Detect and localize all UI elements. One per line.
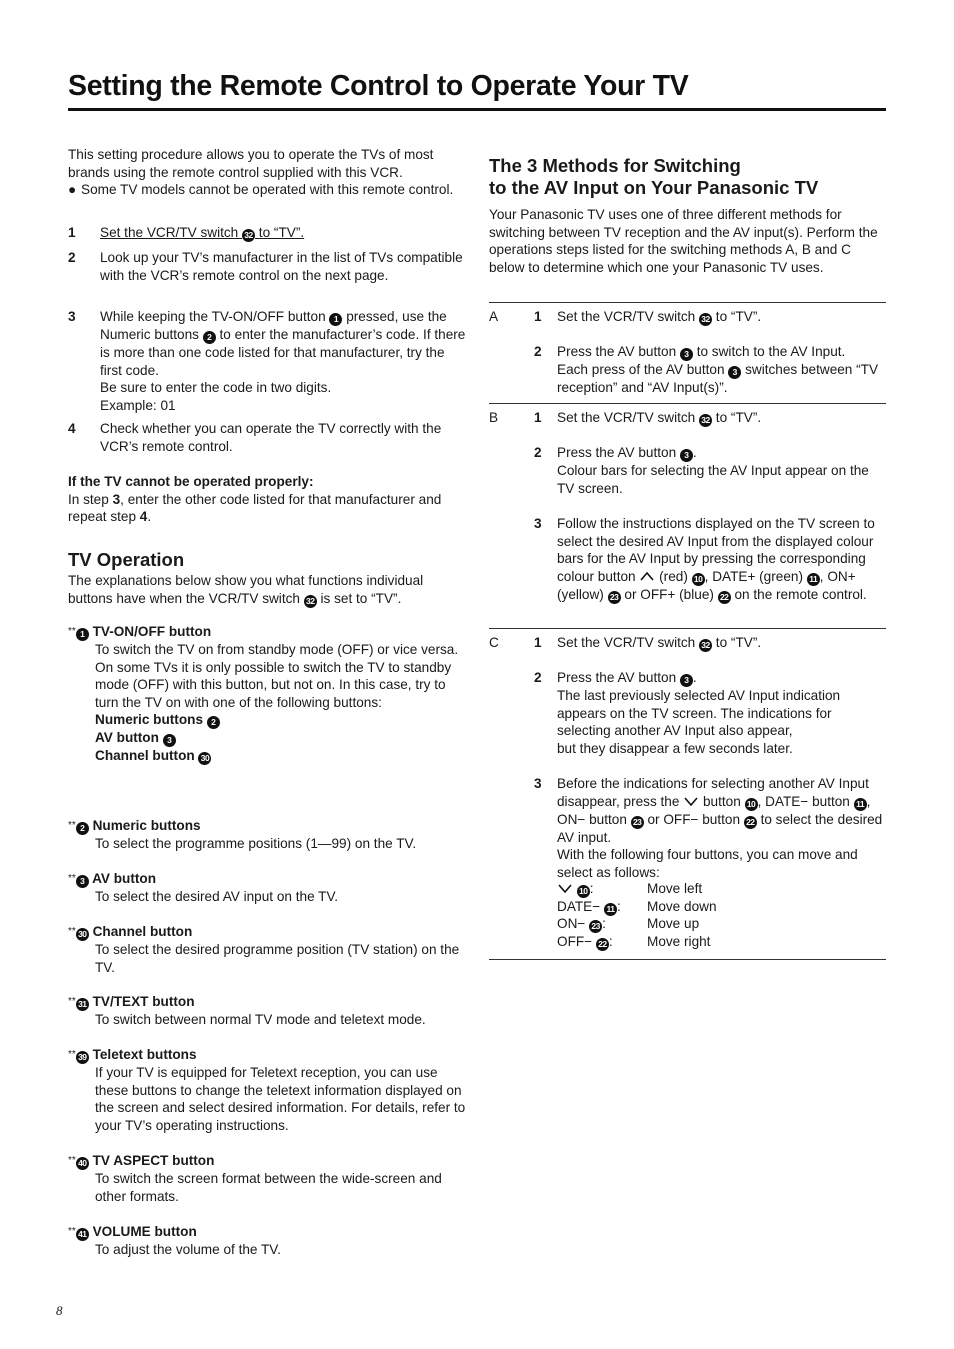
method-step-text (557, 409, 887, 427)
item-desc: To switch between normal TV mode and teletext mode. (95, 1012, 426, 1027)
intro-line2: brands using the remote control supplied with this VCR. (68, 164, 403, 180)
table-rule (489, 403, 886, 404)
vcr-tv-switch-icon: 32 (699, 639, 712, 652)
method-step-text (557, 775, 887, 881)
c-s3e: or OFF− button (643, 811, 744, 827)
av-button-icon: 3 (728, 366, 741, 379)
b-s2c: Colour bars for selecting the AV Input appear on the TV screen. (557, 463, 869, 496)
move-row: OFF− 22 : Move right (557, 933, 711, 949)
c-s2a: Press the AV button (557, 670, 680, 685)
chevron-down-icon (683, 796, 699, 806)
set-switch-b: to “TV”. (712, 309, 762, 324)
move-key: OFF− (557, 933, 593, 949)
b-s2b: . (692, 445, 697, 460)
item-name: TV ASPECT button (92, 1153, 215, 1168)
step-example: Example: 01 (100, 397, 176, 413)
set-switch-b: to “TV”. (712, 635, 762, 650)
move-row: 10 : Move left (557, 880, 887, 898)
asterisk-mark: ** (68, 1226, 76, 1237)
cannot-step-ref: 3 (112, 491, 121, 507)
off-button-icon: 22 (596, 938, 609, 951)
item-heading (68, 993, 468, 1011)
item-desc: To select the desired programme position (TV station) on the TV. (95, 942, 460, 975)
item-desc: To adjust the volume of the TV. (95, 1242, 281, 1257)
tv-on-off-icon: 1 (76, 628, 89, 641)
a-s2d: switches between “TV reception” and “AV Input(s)”. (557, 362, 879, 395)
table-rule (489, 302, 886, 303)
methods-heading (489, 155, 889, 199)
tv-aspect-button-icon: 40 (76, 1157, 89, 1170)
set-switch-a: Set the VCR/TV switch (557, 635, 700, 650)
b-s3-off: or OFF+ (blue) (620, 586, 718, 602)
bullet-icon: ● (68, 182, 77, 198)
c-s3b: button (699, 793, 745, 809)
numeric-buttons-icon: 2 (203, 331, 216, 344)
table-rule (489, 628, 886, 629)
move-action: Move right (647, 933, 711, 949)
item-heading (68, 1152, 468, 1170)
move-table (557, 880, 887, 950)
c-s3a: Before the indications for selecting another AV Input disappear, press the (557, 776, 869, 809)
item-name: VOLUME button (92, 1224, 197, 1239)
move-key: ON− (557, 916, 586, 932)
step-text-post: to “TV”. (255, 225, 305, 240)
method-step-number: 1 (534, 309, 542, 324)
move-action: Move left (647, 881, 703, 896)
step-3 (68, 308, 468, 413)
method-step-text (557, 669, 887, 757)
chevron-up-icon (639, 571, 655, 581)
title-rule (68, 108, 886, 111)
method-letter: B (489, 410, 499, 425)
volume-button-icon: 41 (76, 1228, 89, 1241)
vcr-tv-switch-icon: 32 (699, 414, 712, 427)
b-s3-date: , DATE+ (green) (704, 568, 807, 584)
method-step-number: 1 (534, 410, 542, 425)
left-button-icon: 10 (692, 573, 705, 586)
c-s2c: The last previously selected AV Input indication appears on the TV screen. The indications for selecting another AV Input also appear, (557, 688, 841, 739)
av-button-icon: 3 (680, 674, 693, 687)
page-number: 8 (56, 1303, 63, 1318)
sub-button (68, 711, 468, 729)
asterisk-mark: ** (68, 1049, 76, 1060)
method-step-text (557, 515, 887, 604)
method-step-number: 2 (534, 670, 542, 685)
item-name: Numeric buttons (92, 818, 201, 833)
c-s3f: to select the desired AV input. (557, 811, 883, 845)
b-s3-end: on the remote control. (730, 586, 867, 602)
page-title: Setting the Remote Control to Operate Your TV (68, 70, 689, 102)
b-s3-red: (red) (655, 568, 692, 584)
step-number: 2 (68, 250, 76, 265)
sub-button-label: Channel button (95, 748, 195, 764)
item-heading (68, 623, 468, 641)
set-switch-a: Set the VCR/TV switch (557, 309, 700, 324)
method-step-number: 1 (534, 635, 542, 650)
step-text-pre: Set the VCR/TV switch (100, 225, 243, 240)
cannot-operate-note (68, 473, 468, 526)
vcr-tv-switch-icon: 32 (242, 229, 255, 242)
b-s3-on: , ON+ (yellow) (557, 568, 856, 602)
item-desc: To switch the screen format between the wide-screen and other formats. (95, 1171, 442, 1204)
item-heading (68, 1046, 468, 1064)
cannot-text-c: . (147, 509, 152, 525)
method-step-text (557, 343, 887, 397)
av-button-icon: 3 (680, 348, 693, 361)
off-button-icon: 22 (718, 591, 731, 604)
method-step-text (557, 634, 887, 652)
tv-op-item-teletext (68, 1046, 468, 1134)
asterisk-mark: ** (68, 1155, 76, 1166)
tv-operation-heading: TV Operation (68, 549, 185, 570)
teletext-buttons-icon: 39 (76, 1051, 89, 1064)
on-button-icon: 23 (631, 816, 644, 829)
method-letter: A (489, 309, 499, 324)
sub-button (68, 729, 468, 747)
item-desc: If your TV is equipped for Teletext reception, you can use these buttons to change the teletext information displayed on the screen and select desired information. For details, refer to your TV’s operating instructions. (95, 1065, 466, 1133)
method-step-text (557, 308, 887, 326)
vcr-tv-switch-icon: 32 (304, 595, 317, 608)
set-switch-a: Set the VCR/TV switch (557, 410, 700, 425)
method-step-number: 3 (534, 776, 542, 791)
a-s2a: Press the AV button (557, 344, 680, 359)
intro (68, 146, 468, 199)
item-desc: To select the desired AV input on the TV. (95, 889, 339, 904)
step-4 (68, 420, 468, 454)
tv-operation-intro (68, 572, 463, 608)
item-name: Teletext buttons (92, 1047, 197, 1062)
item-heading (68, 923, 468, 941)
on-button-icon: 23 (589, 920, 602, 933)
move-row: ON− 23 : Move up (557, 916, 700, 932)
a-s2c: Each press of the AV button (557, 362, 729, 377)
item-heading (68, 1223, 468, 1241)
method-step-number: 2 (534, 344, 542, 359)
methods-intro: Your Panasonic TV uses one of three different methods for switching between TV reception and the AV input(s). Perform the operations steps listed for the switching methods A, B and C below to determine which one your Panasonic TV uses. (489, 207, 878, 275)
step-text-b: pressed, use the Numeric buttons (100, 309, 447, 342)
av-button-icon: 3 (76, 875, 89, 888)
c-s2b: . (692, 670, 697, 685)
step-text-c: to enter the manufacturer’s code. If there is more than one code listed for that manufacturer, try the first code. (100, 327, 466, 378)
step-2 (68, 249, 468, 283)
on-button-icon: 23 (608, 591, 621, 604)
item-heading (68, 817, 468, 835)
item-desc2: On some TVs it is only possible to switch the TV to standby mode (OFF) with this button, but not on. In this case, try to turn the TV on with one of the following buttons: (95, 659, 452, 710)
a-s2b: to switch to the AV Input. (692, 344, 846, 359)
tv-operation-intro-b: is set to “TV”. (316, 590, 402, 606)
av-button-icon: 3 (163, 734, 176, 747)
tv-op-item-channel (68, 923, 468, 976)
item-name: AV button (92, 871, 156, 886)
method-step-number: 3 (534, 516, 542, 531)
step-1 (68, 224, 468, 242)
chevron-down-icon (557, 883, 573, 893)
asterisk-mark: ** (68, 873, 76, 884)
channel-button-icon: 30 (198, 752, 211, 765)
step-text: Check whether you can operate the TV correctly with the VCR’s remote control. (100, 421, 442, 454)
table-rule (489, 959, 886, 960)
step-number: 4 (68, 421, 76, 436)
cannot-text (68, 491, 468, 526)
tv-op-item-numeric (68, 817, 468, 853)
step-text (100, 224, 468, 242)
off-button-icon: 22 (744, 816, 757, 829)
step-number: 3 (68, 309, 76, 324)
tv-op-item-tv-text (68, 993, 468, 1029)
channel-button-icon: 30 (76, 928, 89, 941)
asterisk-mark: ** (68, 926, 76, 937)
intro-bullet-item (68, 181, 468, 199)
cannot-heading: If the TV cannot be operated properly: (68, 474, 314, 489)
method-letter: C (489, 635, 499, 650)
cannot-step-ref: 4 (139, 509, 148, 525)
item-heading (68, 870, 468, 888)
tv-op-item-aspect (68, 1152, 468, 1205)
item-desc: To select the programme positions (1—99) on the TV. (95, 836, 417, 851)
b-s3: Follow the instructions displayed on the TV screen to select the desired AV Input from the displayed colour bars for the AV Input by pressing the corresponding colour button (557, 516, 875, 584)
c-s3g: With the following four buttons, you can move and select as follows: (557, 847, 858, 880)
step-text-a: While keeping the TV-ON/OFF button (100, 309, 330, 324)
tv-text-button-icon: 31 (76, 998, 89, 1011)
tv-op-item-tv-on-off (68, 623, 468, 765)
set-switch-b: to “TV”. (712, 410, 762, 425)
item-name: TV-ON/OFF button (92, 624, 212, 639)
tv-on-off-icon: 1 (329, 313, 342, 326)
method-step-number: 2 (534, 445, 542, 460)
asterisk-mark: ** (68, 626, 76, 637)
left-button-icon: 10 (745, 798, 758, 811)
asterisk-mark: ** (68, 996, 76, 1007)
step-text: Look up your TV’s manufacturer in the list of TVs compatible with the VCR’s remote control on the next page. (100, 250, 463, 283)
sub-button-label: Numeric buttons (95, 712, 203, 728)
tv-operation-intro-a: The explanations below show you what functions individual buttons have when the VCR/TV switch (68, 573, 424, 606)
c-s3d: , ON− button (557, 793, 871, 827)
methods-heading-line1: The 3 Methods for Switching (489, 155, 741, 176)
step-text (100, 308, 468, 414)
date-button-icon: 11 (807, 573, 820, 586)
item-name: TV/TEXT button (92, 994, 195, 1009)
b-s2a: Press the AV button (557, 445, 680, 460)
tv-op-item-volume (68, 1223, 468, 1259)
vcr-tv-switch-icon: 32 (699, 313, 712, 326)
step-text-d: Be sure to enter the code in two digits. (100, 380, 332, 396)
move-key: DATE− (557, 898, 601, 914)
av-button-icon: 3 (680, 449, 693, 462)
date-button-icon: 11 (854, 798, 867, 811)
c-s3c: , DATE− button (757, 793, 854, 809)
sub-button-label: AV button (95, 730, 159, 746)
move-row: DATE− 11 : Move down (557, 898, 717, 914)
asterisk-mark: ** (68, 820, 76, 831)
step-number: 1 (68, 225, 76, 240)
left-button-icon: 10 (577, 885, 590, 898)
item-name: Channel button (92, 924, 193, 939)
tv-op-item-av (68, 870, 468, 906)
methods-heading-line2: to the AV Input on Your Panasonic TV (489, 177, 819, 198)
c-s2d: but they disappear a few seconds later. (557, 740, 793, 756)
numeric-buttons-icon: 2 (76, 822, 89, 835)
method-step-text (557, 444, 887, 497)
cannot-text-b: , enter the other code listed for that manufacturer and repeat step (68, 491, 442, 525)
sub-button (68, 747, 468, 765)
item-desc: To switch the TV on from standby mode (OFF) or vice versa. (95, 642, 459, 657)
move-action: Move down (647, 898, 717, 914)
date-button-icon: 11 (604, 903, 617, 916)
intro-bullet: Some TV models cannot be operated with this remote control. (81, 182, 454, 198)
numeric-buttons-icon: 2 (207, 716, 220, 729)
cannot-text-a: In step (68, 491, 113, 507)
intro-line1: This setting procedure allows you to operate the TVs of most (68, 147, 434, 162)
move-action: Move up (647, 916, 700, 932)
